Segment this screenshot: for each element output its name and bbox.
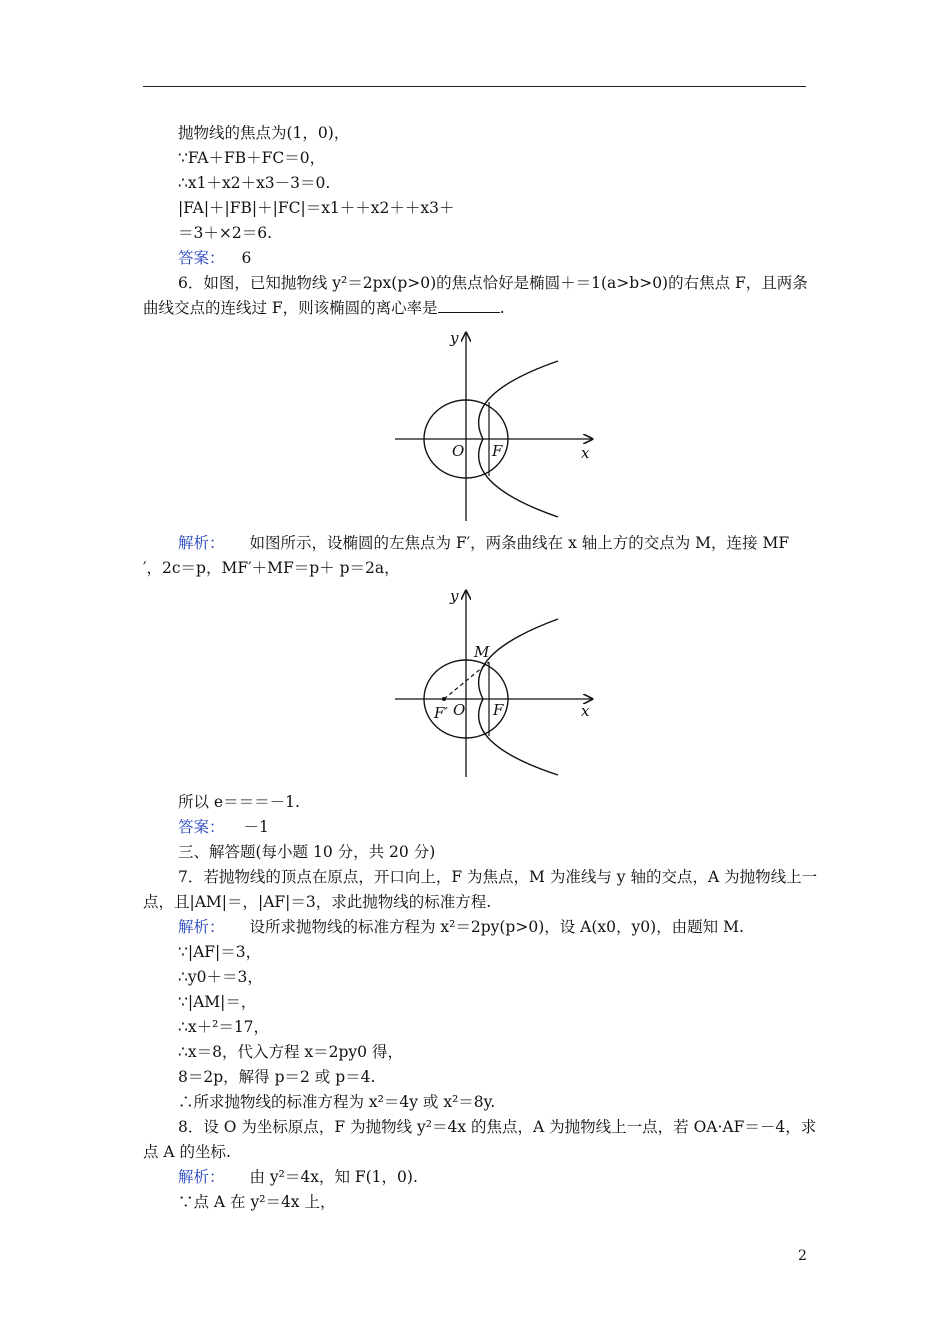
text-line: ∴x1＋x2＋x3－3＝0. [178,174,331,192]
text-line: ∵FA＋FB＋FC＝0， [178,149,326,167]
text-line: ∴所求抛物线的标准方程为 x²＝4y 或 x²＝8y. [178,1093,496,1111]
answer-line [178,247,251,269]
x-axis-label: x [581,444,590,462]
section-heading: 三、解答题(每小题 10 分，共 20 分) [178,843,436,861]
answer-blank [438,298,500,313]
parabola-curve [479,619,558,775]
text-line: ∴x＋²＝17， [178,1018,270,1036]
figure-parabola-ellipse [390,325,610,525]
text-line: ∵|AM|＝， [178,993,257,1011]
question-6-line1: 6．如图，已知抛物线 y²＝2px(p>0)的焦点恰好是椭圆＋＝1(a>b>0)的右焦点 F，且两条 [178,274,808,292]
origin-label: O [453,701,466,719]
solution-6-text: 如图所示，设椭圆的左焦点为 F′，两条曲线在 x 轴上方的交点为 M，连接 MF [249,534,790,552]
x-axis-label: x [581,702,590,720]
answer-label: 答案： [178,818,225,836]
origin-label: O [452,442,465,460]
solution-8-line1 [178,1166,418,1188]
figure-parabola-ellipse-focus [390,583,610,783]
text-line: 8＝2p，解得 p＝2 或 p＝4. [178,1068,376,1086]
focus-label: F [493,701,504,719]
question-6-text: 曲线交点的连线过 F，则该椭圆的离心率是 [143,299,438,317]
text-line: 抛物线的焦点为(1，0)， [178,124,350,142]
header-rule [143,86,806,87]
question-8-line2: 点 A 的坐标. [143,1143,231,1161]
left-focus-point [442,697,446,701]
solution-8-text: 由 y²＝4x，知 F(1，0). [249,1168,418,1186]
text-line: ∴x＝8，代入方程 x＝2py0 得， [178,1043,403,1061]
answer-value: －1 [243,818,269,836]
answer-label: 答案： [178,249,225,267]
solution-6-line1 [178,532,789,554]
y-axis-label: y [450,329,459,347]
page-number: 2 [798,1248,807,1264]
text-line: ∵点 A 在 y²＝4x 上， [178,1193,336,1211]
text-line: ∴y0＋＝3， [178,968,263,986]
intersection-label: M [474,643,490,661]
solution-7-line1 [178,916,744,938]
y-axis-label: y [450,587,459,605]
question-8-line1: 8．设 O 为坐标原点，F 为抛物线 y²＝4x 的焦点，A 为抛物线上一点，若 OA·AF＝－4，求 [178,1118,817,1136]
solution-label: 解析： [178,534,225,552]
left-focus-label: F′ [434,704,448,722]
focus-label: F [492,442,503,460]
text-line: ＝3＋×2＝6. [178,224,272,242]
solution-label: 解析： [178,918,225,936]
solution-label: 解析： [178,1168,225,1186]
answer-value: 6 [241,249,252,267]
question-6-end: . [499,299,505,317]
solution-6-line2: ′，2c＝p，MF′＋MF＝p＋ p＝2a， [143,559,400,577]
text-line: ∵|AF|＝3， [178,943,262,961]
question-7-line1: 7．若抛物线的顶点在原点，开口向上，F 为焦点，M 为准线与 y 轴的交点，A 为抛物线上一 [178,868,818,886]
solution-6-line3: 所以 e＝＝＝－1. [178,793,300,811]
question-7-line2: 点，且|AM|＝，|AF|＝3，求此抛物线的标准方程. [143,893,492,911]
question-6-line2 [143,297,505,319]
text-line: |FA|＋|FB|＋|FC|＝x1＋＋x2＋＋x3＋ [178,199,455,217]
answer-line [178,816,269,838]
solution-7-text: 设所求抛物线的标准方程为 x²＝2py(p>0)，设 A(x0，y0)，由题知 M. [249,918,744,936]
